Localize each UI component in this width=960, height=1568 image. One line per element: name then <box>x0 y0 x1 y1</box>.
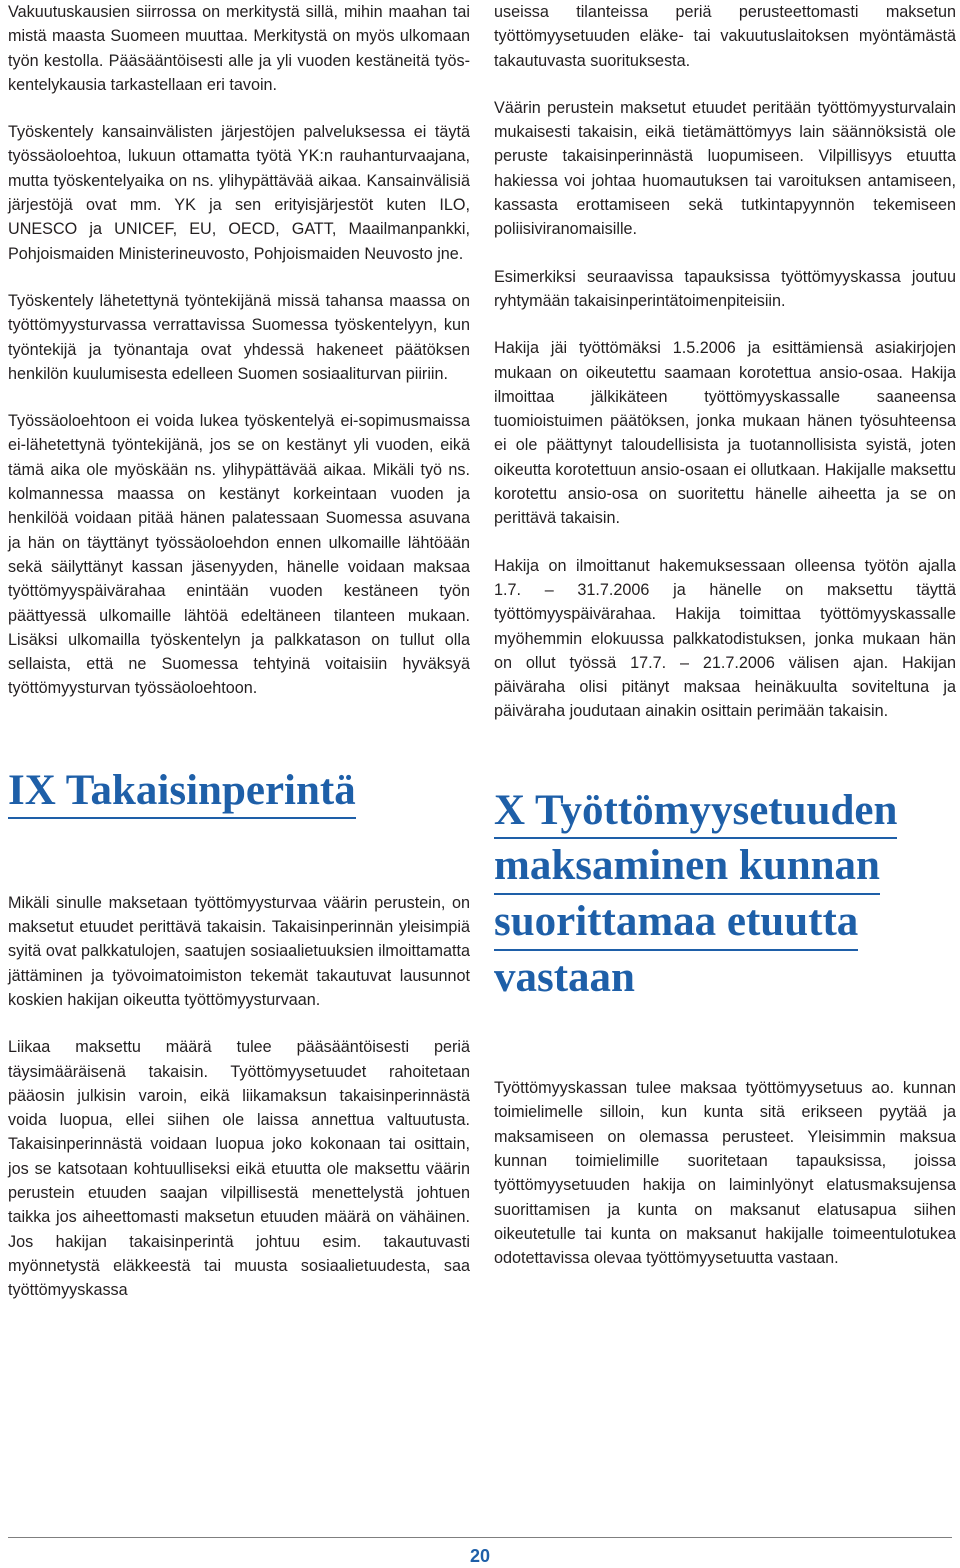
section-heading-line: vastaan <box>494 953 635 1001</box>
section-heading-line: maksaminen kunnan <box>494 839 880 895</box>
body-paragraph: Liikaa maksettu määrä tulee pääsääntöisesti periä täysimääräisenä takaisin. Työttömyysetuudet rahoitetaan pääosin julkisin varoin, eikä liikamaksun takaisinperinnästä voida luopua, ellei siihen ole laissa annettua valtuutusta. Takaisinperinnästä voidaan luopua joko kokonaan tai osittain, jos se katsotaan kohtuulliseksi eikä etuutta ole maksettu väärin perustein etuuden saajan vilpillisestä menettelystä johtuen taikka jos aiheettomasti maksetun etuuden määrä on vähäinen. Jos hakijan takaisinperintä johtuu esim. takautuvasti myönnetystä eläkkeestä tai muusta sosiaalietuudesta, saa työttömyyskassa <box>8 1038 470 1300</box>
body-paragraph: useissa tilanteissa periä perusteettomasti maksetun työttömyysetuuden eläke- tai vakuutuslaitoksen myöntämästä takautuvasta suorituksesta. <box>494 3 956 70</box>
body-paragraph: Hakija on ilmoittanut hakemuksessaan olleensa työtön ajalla 1.7. – 31.7.2006 ja hänelle on maksettu täyttä työttömyyspäivärahaa. Hakija toimittaa työttömyyskassalle myöhemmin elokuussa palkkatodistuksen, jonka mukaan hän on ollut työssä 17.7. – 21.7.2006 välisen ajan. Hakijan päiväraha olisi pitänyt maksaa heinäkuulta soviteltuna ja päiväraha joudutaan ainakin osittain perimään takaisin. <box>494 556 956 721</box>
body-paragraph: Työskentely lähetettynä työntekijänä missä tahansa maassa on työttömyysturvassa verrattavissa Suomessa työskentelyyn, kun työntekijä ja työnantaja ovat yhdessä hakeneet päätöksen henkilön kuulumisesta edelleen Suomen sosiaaliturvan piiriin. <box>8 291 470 383</box>
section-ix <box>8 767 470 819</box>
section-heading-x <box>494 784 956 1004</box>
body-paragraph: Työttömyyskassan tulee maksaa työttömyysetuus ao. kunnan toimielimelle silloin, kun kunta sitä erikseen pyytää ja maksamiseen on olemassa perusteet. Yleisimmin maksua kunnan toimielimille suoritetaan tapauksissa, joissa työttömyysetuuden hakija on laiminlyönyt elatusmaksujensa suorittamisen ja kunta on maksanut elatusapua siihen oikeutetulle tai kunta on maksanut hakijalle toimeentulotukea odotettavissa olevaa työttömyysetuutta vastaan. <box>494 1079 956 1268</box>
page-number: 20 <box>469 1546 491 1566</box>
section-heading-line: X Työttömyysetuuden <box>494 784 897 840</box>
section-heading-ix: IX Takaisinperintä <box>8 767 356 819</box>
body-paragraph: Työskentely kansainvälisten järjestöjen palveluksessa ei täytä työssäoloehtoa, lukuun ottamatta työtä YK:n rauhanturvaajana, mutta työskentelyaika on ns. ylihypättävää aikaa. Kansainvälisiä järjestöjä ovat mm. YK ja sen erityisjärjestöt kuten ILO, UNESCO ja UNICEF, EU, OECD, GATT, Maailmanpankki, Pohjoismaiden Ministerineuvosto, Pohjoismaiden Neuvosto jne. <box>8 123 470 263</box>
footer-rule <box>8 1537 952 1538</box>
right-column <box>494 0 956 1270</box>
body-paragraph: Väärin perustein maksetut etuudet peritään työttömyysturvalain mukaisesti takaisin, eikä tietämättömyys lain säännöksistä ole peruste takaisinperinnästä luopumiseen. Vilpillisyys etuutta hakiessa voi johtaa huomautuksen tai varoituksen antamiseen, kassasta erottamiseen sekä tutkintapyynnön tekemiseen poliisiviranomaisille. <box>494 98 956 239</box>
body-paragraph: Vakuutuskausien siirrossa on merkitystä sillä, mihin maahan tai mistä maasta Suomeen muuttaa. Merkitystä on myös ulkomaan työn kestolla. Pääsääntöisesti alle ja yli vuoden kestäneitä työskentelykausia tarkastellaan eri tavoin. <box>8 3 470 94</box>
body-paragraph: Esimerkiksi seuraavissa tapauksissa työttömyyskassa joutuu ryhtymään takaisinperintätoimenpiteisiin. <box>494 267 956 310</box>
body-paragraph: Mikäli sinulle maksetaan työttömyysturvaa väärin perustein, on maksetut etuudet perittävä takaisin. Takaisinperinnän yleisimpiä syitä ovat palkkatulojen, saatujen sosiaalietuuksien ilmoittamatta jättäminen ja työvoimatoimiston tekemät takautuvat lausunnot koskien hakijan oikeutta työttömyysturvaan. <box>8 893 470 1009</box>
left-column <box>8 0 470 1302</box>
body-paragraph: Työssäoloehtoon ei voida lukea työskentelyä ei-sopimusmaissa ei-lähetettynä työntekijänä, jos se on kestänyt yli vuoden, eikä tämä aika ole myöskään ns. ylihypättävää aikaa. Mikäli työ ns. kolmannessa maassa on kestänyt korkeintaan vuoden ja henkilöä voidaan pitää hänen palatessaan Suomessa asuvana ja hän on täyttänyt työssäoloehdon ennen ulkomaille lähtöään sekä säilyttänyt kassan jäsenyyden, hänelle voidaan maksaa työttömyyspäivärahaa enintään vuoden kestäneen työn päättyessä ulkomaille lähtöä edeltäneen tilanteen mukaan. Lisäksi ulkomailla työskentelyn ja palkkatason on tullut olla sellaista, että ne Suomessa tehtyinä voitaisiin hyväksyä työttömyysturvan työssäoloehtoon. <box>8 412 470 698</box>
section-heading-line: suorittamaa etuutta <box>494 895 858 951</box>
body-paragraph: Hakija jäi työttömäksi 1.5.2006 ja esittämiensä asiakirjojen mukaan on oikeutettu saamaan korotettua ansio-osaa. Hakija ilmoittaa jälkikäteen työttömyyskassalle saaneensa tuomioistuimen päätöksen, jonka mukaan hänen työsuhteensa ei ole päättynyt taloudellisista ja tuotannollisista syistä, joten oikeutta korotettuun ansio-osaan ei ollutkaan. Hakijalle maksettu korotettu ansio-osa on suoritettu hänelle aiheetta ja se on perittävä takaisin. <box>494 339 956 528</box>
